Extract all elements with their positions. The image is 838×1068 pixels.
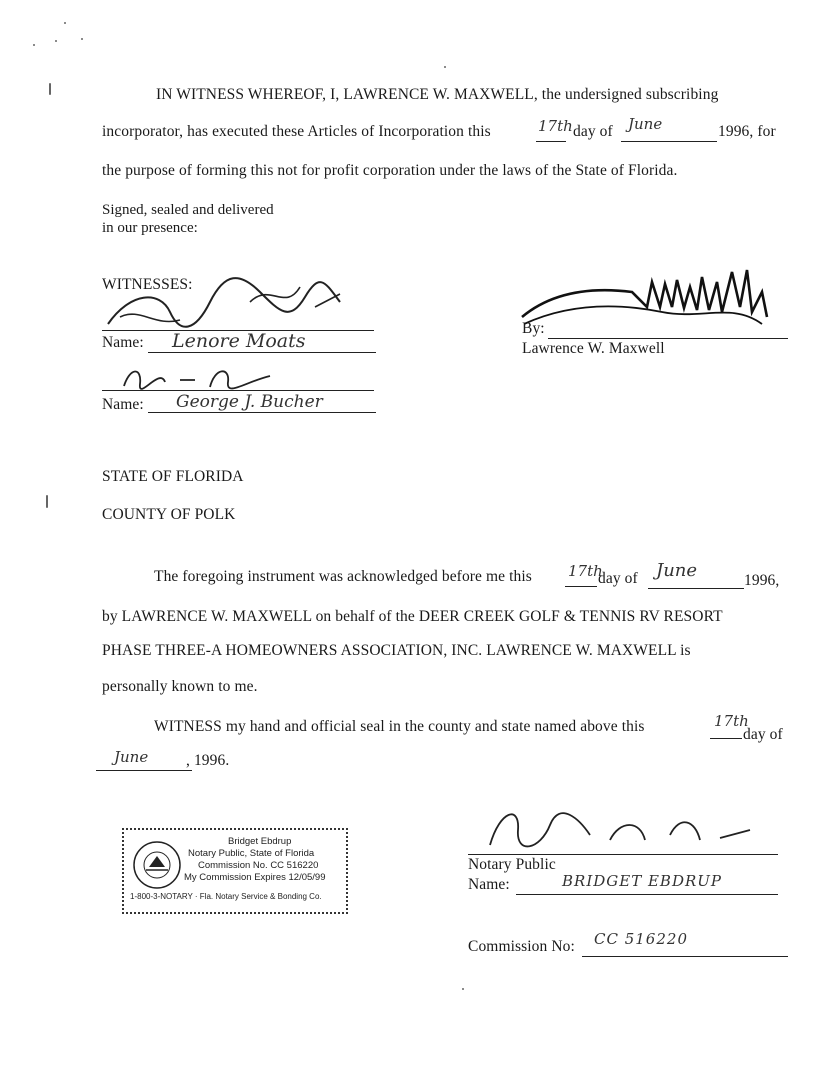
witness-1-printed-name: Lenore Moats [172, 330, 306, 352]
stamp-commission: Commission No. CC 516220 [198, 860, 319, 871]
notary-day-blank [710, 738, 742, 739]
venue-state: STATE OF FLORIDA [102, 468, 244, 485]
acknowledgment-line-4: personally known to me. [102, 678, 258, 695]
notary-month-blank [96, 770, 192, 771]
maxwell-signature [512, 262, 782, 342]
signer-signature-line [548, 338, 788, 339]
notary-name-line [516, 894, 778, 895]
notary-handwritten-day: 17th [714, 712, 749, 730]
scan-speck [46, 495, 48, 508]
ack-year: 1996, [744, 572, 780, 589]
ack-month-blank [648, 588, 744, 589]
ack-day-blank [565, 586, 597, 587]
notary-handwritten-month: June [114, 748, 149, 766]
witness-clause-line-1: IN WITNESS WHEREOF, I, LAWRENCE W. MAXWELL, the undersigned subscribing [156, 86, 719, 103]
month-blank [621, 141, 717, 142]
notary-printed-name: BRIDGET EBDRUP [562, 872, 723, 890]
witness-clause-line-3: the purpose of forming this not for profit corporation under the laws of the State of Florida. [102, 162, 678, 179]
ack-handwritten-month: June [656, 560, 698, 581]
scan-speck [49, 83, 51, 95]
scan-speck [55, 40, 57, 42]
witness-clause-line-2a: incorporator, has executed these Articles of Incorporation this [102, 123, 491, 140]
ack-handwritten-day: 17th [568, 562, 603, 580]
venue-county: COUNTY OF POLK [102, 506, 236, 523]
witness-2-signature [120, 362, 280, 392]
notary-year: , 1996. [186, 752, 230, 769]
notary-public-label: Notary Public [468, 856, 556, 873]
witness-2-printed-name: George J. Bucher [176, 392, 323, 412]
notary-stamp [122, 828, 348, 914]
notary-day-of: day of [743, 726, 783, 743]
scan-speck [64, 22, 66, 24]
signer-name: Lawrence W. Maxwell [522, 340, 665, 357]
witness-clause-year: 1996, for [718, 123, 776, 140]
commission-label: Commission No: [468, 938, 575, 955]
witnesses-label: WITNESSES: [102, 276, 193, 293]
scan-speck [33, 44, 35, 46]
presence-line-2: in our presence: [102, 220, 198, 236]
notary-name-label: Name: [468, 876, 510, 893]
stamp-name: Bridget Ebdrup [228, 836, 292, 847]
witness-2-name-line [148, 412, 376, 413]
witness-2-signature-line [102, 390, 374, 391]
stamp-footer: 1-800-3-NOTARY · Fla. Notary Service & Bonding Co. [130, 892, 322, 901]
handwritten-day: 17th [538, 117, 573, 135]
notary-seal-icon [132, 840, 182, 890]
witness-clause-day-of: day of [573, 123, 613, 140]
notary-signature [480, 800, 780, 860]
stamp-expires: My Commission Expires 12/05/99 [184, 872, 326, 883]
scan-speck [462, 988, 464, 990]
by-label: By: [522, 320, 545, 337]
acknowledgment-line-2: by LAWRENCE W. MAXWELL on behalf of the DEER CREEK GOLF & TENNIS RV RESORT [102, 608, 723, 625]
handwritten-month: June [628, 115, 663, 133]
ack-day-of: day of [598, 570, 638, 587]
acknowledgment-line-3: PHASE THREE-A HOMEOWNERS ASSOCIATION, INC. LAWRENCE W. MAXWELL is [102, 642, 691, 659]
notary-signature-line [468, 854, 778, 855]
scan-speck [444, 66, 446, 68]
stamp-title: Notary Public, State of Florida [188, 848, 315, 859]
notary-witness-line-1a: WITNESS my hand and official seal in the county and state named above this [154, 718, 645, 735]
presence-line-1: Signed, sealed and delivered [102, 202, 274, 218]
witness-1-name-label: Name: [102, 334, 144, 351]
witness-1-name-line [148, 352, 376, 353]
acknowledgment-line-1a: The foregoing instrument was acknowledged before me this [154, 568, 532, 585]
commission-number: CC 516220 [594, 930, 688, 948]
commission-line [582, 956, 788, 957]
scan-speck [81, 38, 83, 40]
day-blank [536, 141, 566, 142]
witness-2-name-label: Name: [102, 396, 144, 413]
